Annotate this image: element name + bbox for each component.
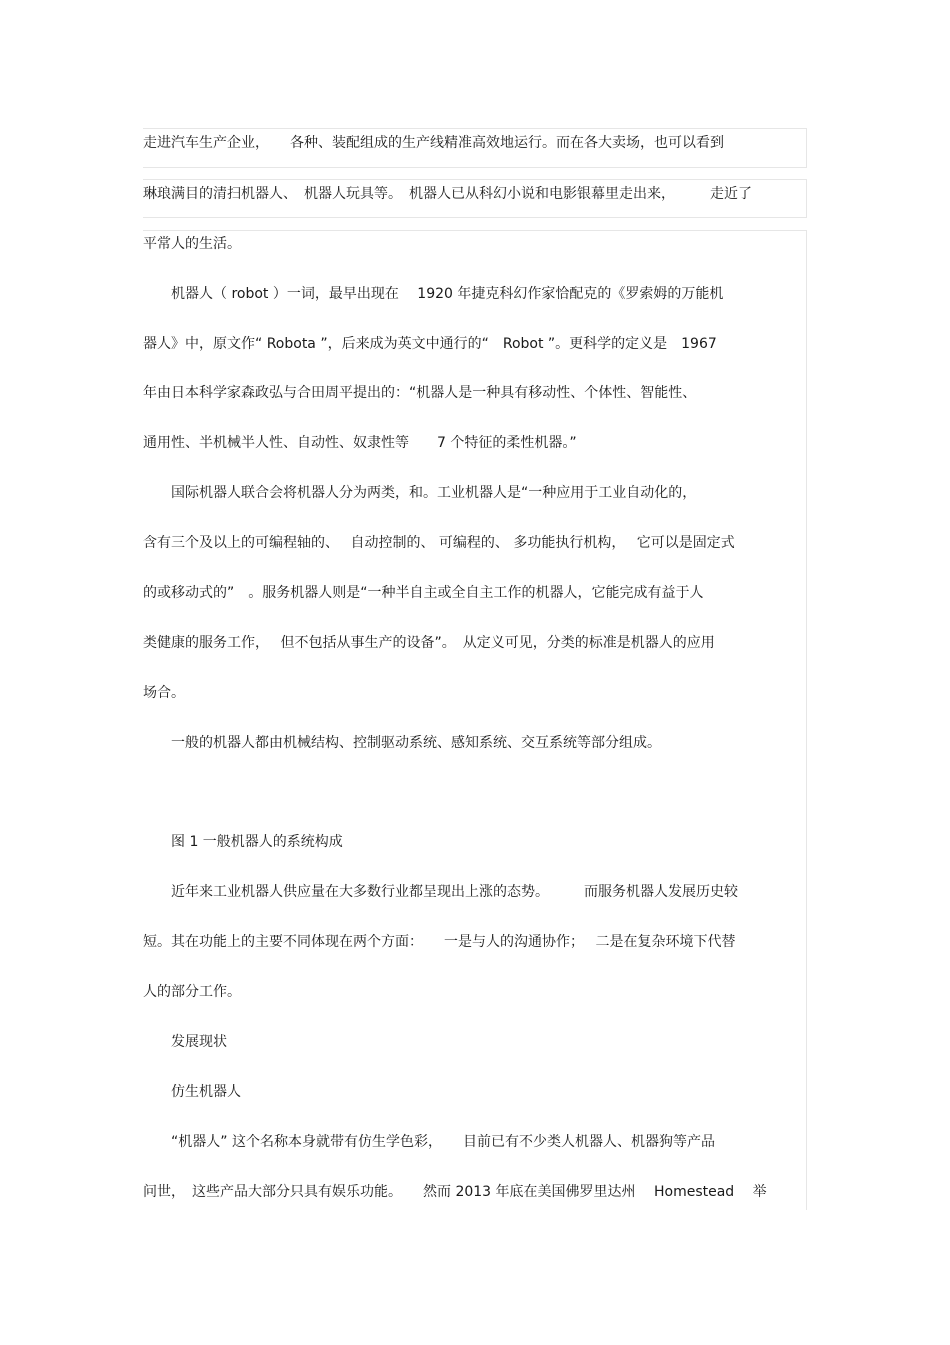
text-line: 器人》中，原文作“ Robota ”，后来成为英文中通行的“ Robot ”。更科学的定义是 1967: [143, 336, 717, 352]
section-heading: 发展现状: [143, 1034, 227, 1050]
table-rule: [143, 128, 807, 129]
table-rule: [143, 167, 807, 168]
table-rule: [806, 230, 807, 1210]
text-line: 场合。: [143, 685, 185, 701]
text-line: 机器人（ robot ）一词，最早出现在 1920 年捷克科幻作家恰配克的《罗索姆的万能机: [143, 286, 724, 302]
text-line: “机器人” 这个名称本身就带有仿生学色彩， 目前已有不少类人机器人、机器狗等产品: [143, 1134, 715, 1150]
text-line: 琳琅满目的清扫机器人、 机器人玩具等。 机器人已从科幻小说和电影银幕里走出来， 走近了: [143, 186, 752, 202]
text-line: 走进汽车生产企业， 各种、装配组成的生产线精准高效地运行。而在各大卖场，也可以看到: [143, 135, 724, 151]
table-rule: [143, 217, 807, 218]
text-line: 短。其在功能上的主要不同体现在两个方面： 一是与人的沟通协作； 二是在复杂环境下代替: [143, 934, 736, 950]
text-line: 平常人的生活。: [143, 236, 241, 252]
text-line: 一般的机器人都由机械结构、控制驱动系统、感知系统、交互系统等部分组成。: [143, 735, 661, 751]
text-line: 含有三个及以上的可编程轴的、 自动控制的、 可编程的、 多功能执行机构， 它可以是固定式: [143, 535, 735, 551]
text-line: 近年来工业机器人供应量在大多数行业都呈现出上涨的态势。 而服务机器人发展历史较: [143, 884, 738, 900]
text-line: 国际机器人联合会将机器人分为两类，和。工业机器人是“一种应用于工业自动化的，: [143, 485, 697, 501]
text-line: 问世， 这些产品大部分只具有娱乐功能。 然而 2013 年底在美国佛罗里达州 Homestead 举: [143, 1184, 767, 1200]
figure-caption: 图 1 一般机器人的系统构成: [143, 834, 343, 850]
text-line: 通用性、半机械半人性、自动性、奴隶性等 7 个特征的柔性机器。”: [143, 435, 577, 451]
text-line: 人的部分工作。: [143, 984, 241, 1000]
text-line: 的或移动式的” 。服务机器人则是“一种半自主或全自主工作的机器人，它能完成有益于人: [143, 585, 704, 601]
table-rule: [806, 128, 807, 167]
table-rule: [806, 179, 807, 217]
text-line: 年由日本科学家森政弘与合田周平提出的：“机器人是一种具有移动性、个体性、智能性、: [143, 385, 697, 401]
text-line: 类健康的服务工作， 但不包括从事生产的设备”。 从定义可见，分类的标准是机器人的应用: [143, 635, 715, 651]
table-rule: [143, 230, 807, 231]
section-heading: 仿生机器人: [143, 1084, 241, 1100]
table-rule: [143, 179, 807, 180]
